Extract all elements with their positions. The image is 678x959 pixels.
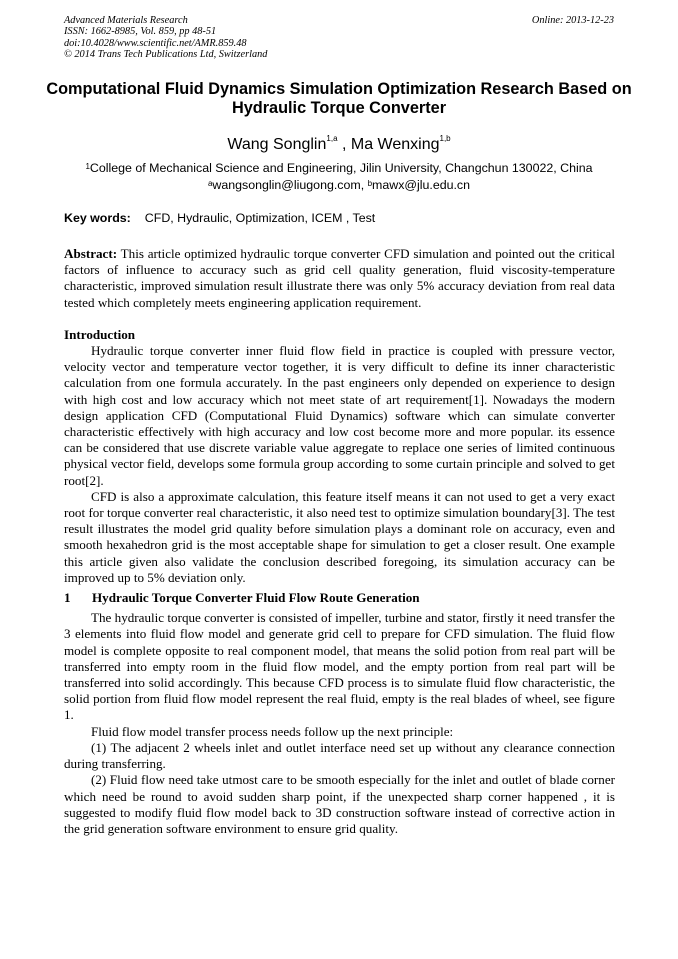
intro-paragraph-1: Hydraulic torque converter inner fluid flow field in practice is coupled with pressure vector, velocity vector and temperature vector together, it is very difficult to define its inner characteristic calculation from one formula accurately. In the past engineers only depended on experience to design with high cost and low accuracy which not meet state of art requirement[1]. Nowadays the modern design application CFD (Computational Fluid Dynamics) software which can simulate converter characteristic effectively with high accuracy and low cost become more and more popular. its essence can be considered that use discrete variable value aggregate to replace one series of limited continuous physical vector field, develops some formula group according to some curtain principle and solved to get root[2]. — [64, 343, 615, 488]
abstract-text: This article optimized hydraulic torque converter CFD simulation and pointed out the critical factors of influence to accuracy such as grid cell quality generation, fluid viscosity-temperature characteristic, improved simulation result illustrate there was only 5% accuracy deviation from real data tested which completely meets engineering application requirement. — [64, 246, 615, 310]
section-1-paragraph-4: (2) Fluid flow need take utmost care to be smooth especially for the inlet and outlet of blade corner which need be round to avoid sudden sharp point, if the unexpected sharp corner happened , it is suggested to modify fluid flow model back to 3D construction software instead of corrective action in the grid generation software environment to ensure grid quality. — [64, 772, 615, 836]
aff-sup: 1 — [85, 162, 90, 171]
affiliation — [0, 160, 678, 194]
authors — [0, 136, 678, 154]
issn: ISSN: 1662-8985, Vol. 859, pp 48-51 — [64, 26, 217, 38]
journal-name: Advanced Materials Research — [64, 15, 188, 26]
author-sep: , — [337, 136, 351, 153]
intro-paragraph-2: CFD is also a approximate calculation, this feature itself means it can not used to get a very exact root for torque converter real characteristic, it also need test to optimize simulation boundary[3]. The test result illustrates the model grid quality before simulation plays a dominant role on accuracy, even and smooth hexahedron grid is the most acceptable shape for simulation to get a closer result. One example this article given also validate the conclusion described foregoing, its simulation accuracy can be improved up to 5% deviation only. — [64, 488, 615, 585]
abstract-label: Abstract: — [64, 246, 118, 261]
intro-heading: Introduction — [64, 326, 136, 342]
abstract — [64, 246, 615, 311]
section-1-paragraph-2: Fluid flow model transfer process needs follow up the next principle: — [91, 723, 454, 739]
journal-header — [64, 15, 267, 61]
email-b-sup: b — [367, 179, 373, 188]
paper-title: Computational Fluid Dynamics Simulation Optimization Research Based on Hydraulic Torque Converter — [46, 80, 632, 117]
section-1-paragraph-1: The hydraulic torque converter is consisted of impeller, turbine and stator, firstly it need transfer the 3 elements into fluid flow model and generate grid cell to prepare for CFD simulation. The fluid flow model is complete opposite to real component model, that means the solid potion from real part will be transferred into empty room in the fluid flow model, and the empty portion from real part will be transferred into solid accordingly. This because CFD process is to simulate fluid flow characteristic, the solid portion from fluid flow model represent the real fluid, empty is the real blades of wheel, see figure 1. — [64, 610, 615, 723]
doi: doi:10.4028/www.scientific.net/AMR.859.48 — [64, 37, 247, 49]
keywords — [64, 211, 375, 225]
section-title: Hydraulic Torque Converter Fluid Flow Route Generation — [92, 590, 420, 606]
author-1: Wang Songlin — [227, 136, 327, 153]
body-text — [64, 246, 615, 837]
author-2: Ma Wenxing — [350, 136, 440, 153]
aff-text: College of Mechanical Science and Engineering, Jilin University, Changchun 130022, China — [89, 161, 593, 175]
section-number: 1 — [64, 590, 71, 606]
email-a[interactable]: wangsonglin@liugong.com, — [212, 178, 368, 192]
author-1-sup: 1,a — [326, 134, 338, 143]
online-date: Online: 2013-12-23 — [531, 15, 614, 26]
email-a-sup: a — [207, 179, 213, 188]
section-1-paragraph-3: (1) The adjacent 2 wheels inlet and outlet interface need set up without any clearance connection during transferring. — [64, 739, 615, 772]
keywords-label: Key words: — [64, 211, 131, 225]
author-2-sup: 1,b — [439, 134, 451, 143]
keywords-text: CFD, Hydraulic, Optimization, ICEM , Test — [144, 211, 376, 225]
section-1-heading — [64, 590, 615, 606]
copyright: © 2014 Trans Tech Publications Ltd, Switzerland — [64, 49, 268, 61]
email-b[interactable]: mawx@jlu.edu.cn — [372, 178, 471, 192]
